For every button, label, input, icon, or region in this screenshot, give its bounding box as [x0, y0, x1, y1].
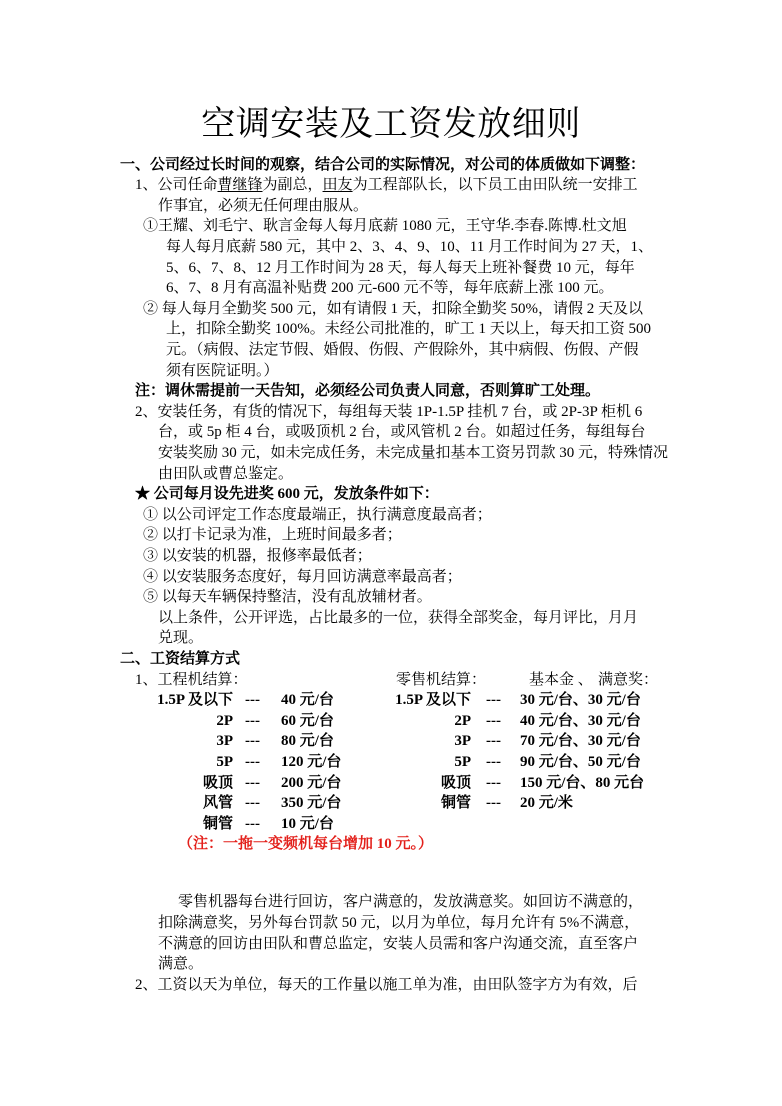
retail-rate-item: 3P [454, 733, 471, 750]
install-task-line: 安装奖励 30 元，如未完成任务，未完成量扣基本工资另罚款 30 元，特殊情况 [158, 445, 669, 461]
deputy-manager-name: 曹继锋 [217, 177, 263, 194]
retail-rate-separator: --- [486, 712, 501, 729]
salary-clause-line: 每人每月底薪 580 元，其中 2、3、4、9、10、11 月工作时间为 27 天，1、 [166, 239, 653, 256]
attendance-clause-line: 须有医院证明。） [166, 362, 279, 379]
retail-rate-item: 5P [454, 753, 471, 770]
salary-clause-line: 6、7、8 月有高温补贴费 200 元-600 元不等，每年底薪上涨 100 元。 [166, 280, 614, 297]
item-1-continuation: 作事宜，必须无任何理由服从。 [158, 197, 369, 214]
engineering-rate-item: 吸顶 [202, 774, 233, 791]
retail-rate-value: 90 元/台、50 元/台 [520, 753, 641, 770]
award-condition: ④ 以安装服务态度好，每月回访满意率最高者； [143, 568, 462, 585]
award-condition: ⑤ 以每天车辆保持整洁，没有乱放辅材者。 [143, 589, 432, 606]
retail-rate-separator: --- [486, 733, 501, 750]
engineering-rate-item: 3P [216, 733, 233, 750]
engineering-rate-value: 350 元/台 [281, 795, 342, 812]
item-1-suffix: 为工程部队长，以下员工由田队统一安排工 [352, 177, 638, 194]
followup-line: 满意。 [158, 956, 204, 973]
engineering-rates-label: 1、工程机结算： [135, 671, 248, 688]
document-title: 空调安装及工资发放细则 [201, 106, 581, 143]
rate-row [0, 793, 782, 814]
rate-row [0, 773, 782, 794]
engineering-rate-value: 80 元/台 [281, 733, 334, 750]
award-heading: ★ 公司每月设先进奖 600 元，发放条件如下： [135, 486, 439, 503]
retail-rate-value: 70 元/台、30 元/台 [520, 733, 641, 750]
rate-row [0, 752, 782, 773]
inverter-note: （注：一拖一变频机每台增加 10 元。） [178, 836, 434, 853]
award-summary-line: 兑现。 [158, 630, 204, 647]
engineering-rate-item: 铜管 [202, 815, 233, 832]
item-1-prefix: 1、公司任命 [135, 177, 218, 194]
retail-rate-separator: --- [486, 774, 501, 791]
retail-rate-item: 吸顶 [440, 774, 471, 791]
section-1-heading: 一、公司经过长时间的观察，结合公司的实际情况，对公司的体质做如下调整： [120, 156, 646, 173]
rates-header-row [0, 670, 782, 691]
retail-rate-separator: --- [486, 692, 501, 709]
engineering-rate-value: 40 元/台 [281, 692, 334, 709]
install-task-line: 由田队或曹总鉴定。 [158, 465, 294, 482]
retail-rate-item: 2P [454, 712, 471, 729]
retail-rate-value: 30 元/台、30 元/台 [520, 692, 641, 709]
engineering-rate-item: 1.5P 及以下 [157, 692, 233, 709]
document-body [0, 155, 782, 996]
attendance-clause-line: 上，扣除全勤奖 100%。未经公司批准的，旷工 1 天以上，每天扣工资 500 [166, 321, 651, 338]
item-1-line [0, 175, 782, 196]
award-condition: ① 以公司评定工作态度最端正，执行满意度最高者； [143, 506, 492, 523]
attendance-clause-line: ② 每人每月全勤奖 500 元，如有请假 1 天，扣除全勤奖 50%，请假 2 天及以 [143, 300, 643, 317]
salary-clause-line: 5、6、7、8、12 月工作时间为 28 天，每人每天上班补餐费 10 元，每年 [166, 259, 635, 276]
retail-satisfaction-column-label: 满意奖： [598, 671, 659, 688]
rate-row [0, 731, 782, 752]
engineering-rate-item: 2P [216, 712, 233, 729]
install-task-line: 台，或 5p 柜 4 台，或吸顶机 2 台，或风管机 2 台。如超过任务，每组每台 [158, 424, 646, 441]
engineering-rate-item: 5P [216, 753, 233, 770]
engineering-rate-value: 60 元/台 [281, 712, 334, 729]
award-summary-line: 以上条件，公开评选，占比最多的一位，获得全部奖金，每月评比，月月 [158, 609, 639, 626]
retail-rate-value: 150 元/台、80 元台 [520, 774, 645, 791]
award-condition: ② 以打卡记录为准，上班时间最多者； [143, 527, 402, 544]
rate-row [0, 690, 782, 711]
engineering-rate-separator: --- [245, 774, 260, 791]
engineering-rate-separator: --- [245, 795, 260, 812]
rate-row [0, 711, 782, 732]
engineering-rate-separator: --- [245, 692, 260, 709]
engineering-rate-item: 风管 [202, 795, 233, 812]
engineering-rate-value: 200 元/台 [281, 774, 342, 791]
leave-note: 注：调休需提前一天告知，必须经公司负责人同意，否则算旷工处理。 [135, 383, 601, 400]
retail-rate-separator: --- [486, 795, 501, 812]
engineering-rate-separator: --- [245, 753, 260, 770]
followup-line: 零售机器每台进行回访，客户满意的，发放满意奖。如回访不满意的， [178, 894, 644, 911]
retail-rate-value: 20 元/米 [520, 795, 573, 812]
retail-rate-item: 1.5P 及以下 [395, 692, 471, 709]
engineering-rate-separator: --- [245, 712, 260, 729]
attendance-clause-line: 元。（病假、法定节假、婚假、伤假、产假除外，其中病假、伤假、产假 [166, 342, 639, 359]
wage-item-2-line: 2、工资以天为单位，每天的工作量以施工单为准，由田队签字方为有效，后 [135, 976, 638, 993]
salary-clause-line: ①王耀、刘毛宁、耿言金每人每月底薪 1080 元，王守华.李春.陈博.杜文旭 [143, 218, 627, 235]
engineering-rate-value: 10 元/台 [281, 815, 334, 832]
blank-gap [0, 855, 782, 893]
retail-rate-value: 40 元/台、30 元/台 [520, 712, 641, 729]
rate-row [0, 814, 782, 835]
section-2-heading: 二、工资结算方式 [120, 650, 241, 667]
award-condition: ③ 以安装的机器，报修率最低者； [143, 547, 372, 564]
install-task-line: 2、安装任务，有货的情况下，每组每天装 1P-1.5P 挂机 7 台，或 2P-3P 柜机 6 [135, 403, 643, 420]
retail-rate-separator: --- [486, 753, 501, 770]
retail-rate-item: 铜管 [440, 795, 471, 812]
team-leader-name: 田友 [322, 177, 353, 194]
item-1-mid: 为副总， [262, 177, 323, 194]
engineering-rate-separator: --- [245, 815, 260, 832]
followup-line: 扣除满意奖，另外每台罚款 50 元，以月为单位，每月允许有 5%不满意， [158, 915, 640, 932]
retail-base-column-label: 基本金 、 [529, 671, 593, 688]
followup-line: 不满意的回访由田队和曹总监定，安装人员需和客户沟通交流，直至客户 [158, 935, 639, 952]
engineering-rate-separator: --- [245, 733, 260, 750]
engineering-rate-value: 120 元/台 [281, 753, 342, 770]
retail-rates-label: 零售机结算： [396, 671, 487, 688]
